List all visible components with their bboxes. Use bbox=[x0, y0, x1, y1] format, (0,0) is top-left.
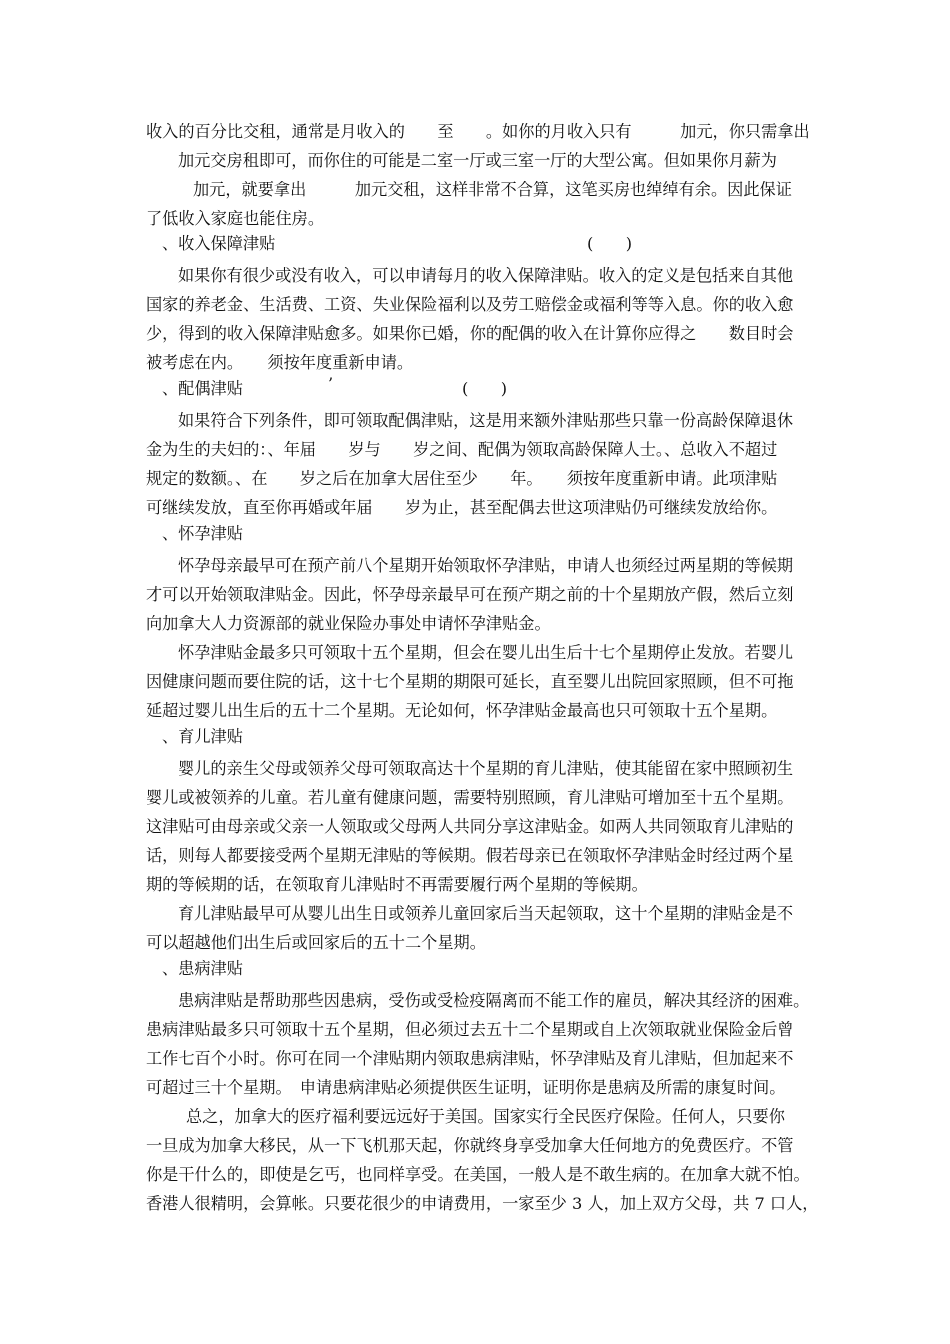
text-line: 如果你有很少或没有收入，可以申请每月的收入保障津贴。收入的定义是包括来自其他 bbox=[178, 266, 794, 285]
text-line: 金为生的夫妇的：、年届 岁与 岁之间、配偶为领取高龄保障人士。、总收入不超过 bbox=[146, 440, 778, 459]
text-line: 怀孕母亲最早可在预产前八个星期开始领取怀孕津贴，申请人也须经过两星期的等候期 bbox=[178, 556, 794, 575]
text-line: 加元，就要拿出 加元交租，这样非常不合算，这笔买房也绰绰有余。因此保证 bbox=[193, 180, 792, 199]
text-line: 可以超越他们出生后或回家后的五十二个星期。 bbox=[146, 933, 486, 952]
text-line: 患病津贴是帮助那些因患病，受伤或受检疫隔离而不能工作的雇员，解决其经济的困难。 bbox=[178, 991, 810, 1010]
text-line: 患病津贴最多只可领取十五个星期，但必须过去五十二个星期或自上次领取就业保险金后曾 bbox=[146, 1020, 794, 1039]
text-line: 收入的百分比交租，通常是月收入的 至 。如你的月收入只有 加元，你只需拿出 bbox=[146, 122, 810, 141]
text-line: 婴儿的亲生父母或领养父母可领取高达十个星期的育儿津贴，使其能留在家中照顾初生 bbox=[178, 759, 794, 778]
heading-parenthetical: ( ) bbox=[462, 379, 508, 398]
text-line: 延超过婴儿出生后的五十二个星期。无论如何，怀孕津贴金最高也只可领取十五个星期。 bbox=[146, 701, 778, 720]
text-line: 婴儿或被领养的儿童。若儿童有健康问题，需要特别照顾，育儿津贴可增加至十五个星期。 bbox=[146, 788, 794, 807]
text-line: 话，则每人都要接受两个星期无津贴的等候期。假若母亲已在领取怀孕津贴金时经过两个星 bbox=[146, 846, 794, 865]
section-heading: 、配偶津贴 bbox=[162, 379, 243, 398]
text-line: 育儿津贴最早可从婴儿出生日或领养儿童回家后当天起领取，这十个星期的津贴金是不 bbox=[178, 904, 794, 923]
apostrophe-mark: ’ bbox=[328, 374, 334, 393]
text-line: 向加拿大人力资源部的就业保险办事处申请怀孕津贴金。 bbox=[146, 614, 551, 633]
text-line: 规定的数额。、在 岁之后在加拿大居住至少 年。 须按年度重新申请。此项津贴 bbox=[146, 469, 778, 488]
section-heading: 、育儿津贴 bbox=[162, 727, 243, 746]
section-heading: 、患病津贴 bbox=[162, 959, 243, 978]
text-line: 被考虑在内。 须按年度重新申请。 bbox=[146, 353, 414, 372]
text-line: 如果符合下列条件，即可领取配偶津贴，这是用来额外津贴那些只靠一份高龄保障退休 bbox=[178, 411, 794, 430]
text-line: 可继续发放，直至你再婚或年届 岁为止，甚至配偶去世这项津贴仍可继续发放给你。 bbox=[146, 498, 778, 517]
text-line: 怀孕津贴金最多只可领取十五个星期，但会在婴儿出生后十七个星期停止发放。若婴儿 bbox=[178, 643, 794, 662]
text-line: 可超过三十个星期。 申请患病津贴必须提供医生证明，证明你是患病及所需的康复时间。 bbox=[146, 1078, 786, 1097]
text-line: 香港人很精明，会算帐。只要花很少的申请费用，一家至少 3 人，加上双方父母，共 7 口人， bbox=[146, 1194, 819, 1213]
section-heading: 、怀孕津贴 bbox=[162, 524, 243, 543]
text-line: 一旦成为加拿大移民，从一下飞机那天起，你就终身享受加拿大任何地方的免费医疗。不管 bbox=[146, 1136, 794, 1155]
text-line: 国家的养老金、生活费、工资、失业保险福利以及劳工赔偿金或福利等等入息。你的收入愈 bbox=[146, 295, 794, 314]
text-line: 你是干什么的，即使是乞丐，也同样享受。在美国，一般人是不敢生病的。在加拿大就不怕。 bbox=[146, 1165, 810, 1184]
text-line: 工作七百个小时。你可在同一个津贴期内领取患病津贴，怀孕津贴及育儿津贴，但加起来不 bbox=[146, 1049, 794, 1068]
text-line: 期的等候期的话，在领取育儿津贴时不再需要履行两个星期的等候期。 bbox=[146, 875, 648, 894]
section-heading: 、收入保障津贴 bbox=[162, 234, 276, 253]
text-line: 少，得到的收入保障津贴愈多。如果你已婚，你的配偶的收入在计算你应得之 数目时会 bbox=[146, 324, 794, 343]
text-line: 才可以开始领取津贴金。因此，怀孕母亲最早可在预产期之前的十个星期放产假，然后立刻 bbox=[146, 585, 794, 604]
text-line: 加元交房租即可，而你住的可能是二室一厅或三室一厅的大型公寓。但如果你月薪为 bbox=[178, 151, 777, 170]
text-line: 了低收入家庭也能住房。 bbox=[146, 209, 325, 228]
heading-parenthetical: ( ) bbox=[587, 234, 633, 253]
text-line: 因健康问题而要住院的话，这十七个星期的期限可延长，直至婴儿出院回家照顾，但不可拖 bbox=[146, 672, 794, 691]
text-line: 总之，加拿大的医疗福利要远远好于美国。国家实行全民医疗保险。任何人，只要你 bbox=[186, 1107, 785, 1126]
text-line: 这津贴可由母亲或父亲一人领取或父母两人共同分享这津贴金。如两人共同领取育儿津贴的 bbox=[146, 817, 794, 836]
